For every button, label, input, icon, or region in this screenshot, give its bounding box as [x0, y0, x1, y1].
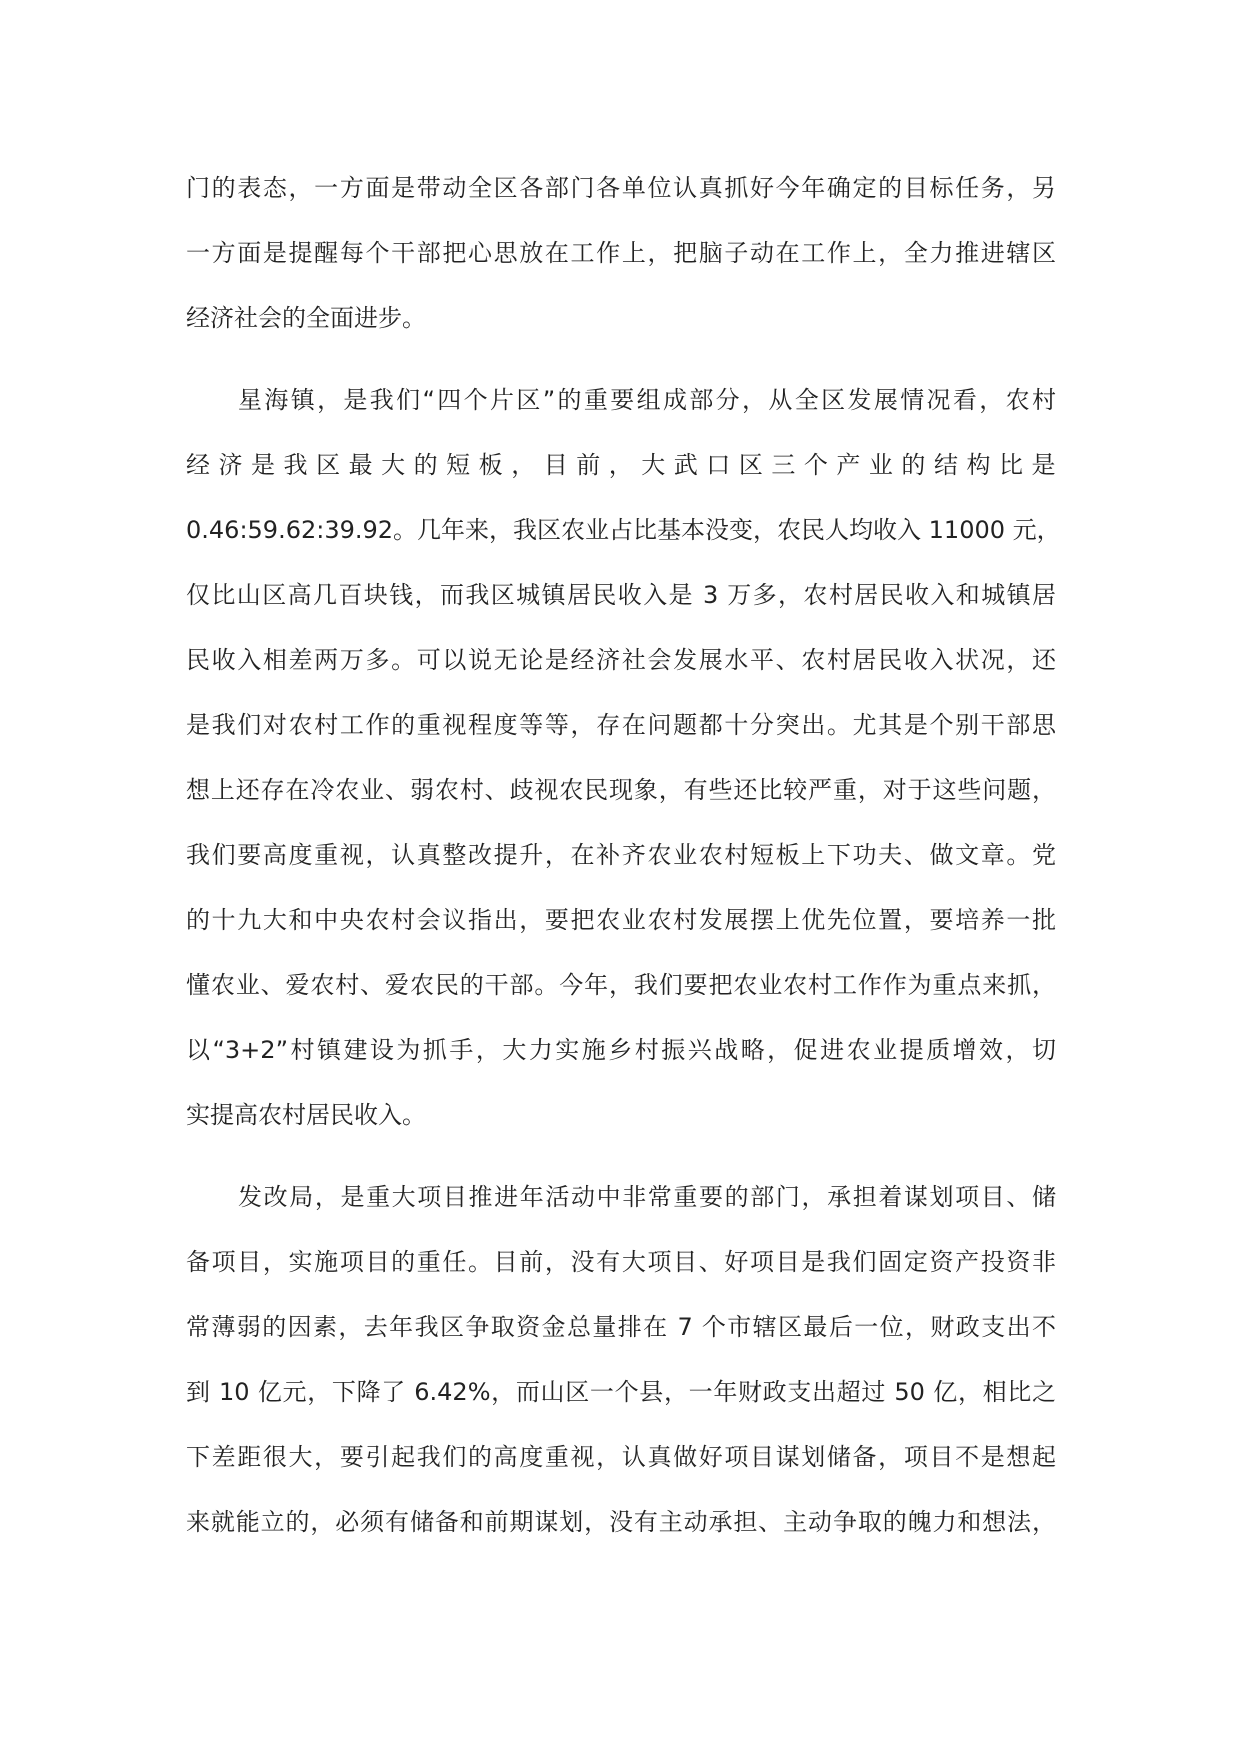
text-line: 的十九大和中央农村会议指出，要把农业农村发展摆上优先位置，要培养一批	[186, 906, 1056, 934]
text-line: 来就能立的，必须有储备和前期谋划，没有主动承担、主动争取的魄力和想法，	[186, 1508, 1056, 1536]
text-line: 到 10 亿元，下降了 6.42%，而山区一个县，一年财政支出超过 50 亿，相比之	[186, 1378, 1056, 1406]
text-line: 下差距很大，要引起我们的高度重视，认真做好项目谋划储备，项目不是想起	[186, 1443, 1056, 1471]
text-line: 是我们对农村工作的重视程度等等，存在问题都十分突出。尤其是个别干部思	[186, 711, 1056, 739]
document-body	[186, 172, 1061, 1588]
paragraph	[186, 1181, 1056, 1571]
paragraph	[186, 384, 1061, 1164]
text-line: 门的表态，一方面是带动全区各部门各单位认真抓好今年确定的目标任务，另	[186, 174, 1056, 202]
text-line: 0.46:59.62:39.92。几年来，我区农业占比基本没变，农民人均收入 11000 元，	[186, 516, 1061, 544]
text-line: 仅比山区高几百块钱，而我区城镇居民收入是 3 万多，农村居民收入和城镇居	[186, 581, 1056, 609]
paragraph	[186, 172, 1056, 367]
text-line: 实提高农村居民收入。	[186, 1101, 426, 1129]
text-line: 以“3+2”村镇建设为抓手，大力实施乡村振兴战略，促进农业提质增效，切	[186, 1036, 1056, 1064]
text-line: 我们要高度重视，认真整改提升，在补齐农业农村短板上下功夫、做文章。党	[186, 841, 1056, 869]
text-line: 星海镇，是我们“四个片区”的重要组成部分，从全区发展情况看，农村	[238, 386, 1056, 414]
text-line: 备项目，实施项目的重任。目前，没有大项目、好项目是我们固定资产投资非	[186, 1248, 1056, 1276]
text-line: 想上还存在冷农业、弱农村、歧视农民现象，有些还比较严重，对于这些问题，	[186, 776, 1056, 804]
text-line: 经济是我区最大的短板，目前，大武口区三个产业的结构比是	[186, 451, 1056, 479]
text-line: 懂农业、爱农村、爱农民的干部。今年，我们要把农业农村工作作为重点来抓，	[186, 971, 1056, 999]
text-line: 常薄弱的因素，去年我区争取资金总量排在 7 个市辖区最后一位，财政支出不	[186, 1313, 1056, 1341]
text-line: 一方面是提醒每个干部把心思放在工作上，把脑子动在工作上，全力推进辖区	[186, 239, 1056, 267]
text-line: 民收入相差两万多。可以说无论是经济社会发展水平、农村居民收入状况，还	[186, 646, 1056, 674]
text-line: 经济社会的全面进步。	[186, 304, 426, 332]
text-line: 发改局，是重大项目推进年活动中非常重要的部门，承担着谋划项目、储	[238, 1183, 1056, 1211]
